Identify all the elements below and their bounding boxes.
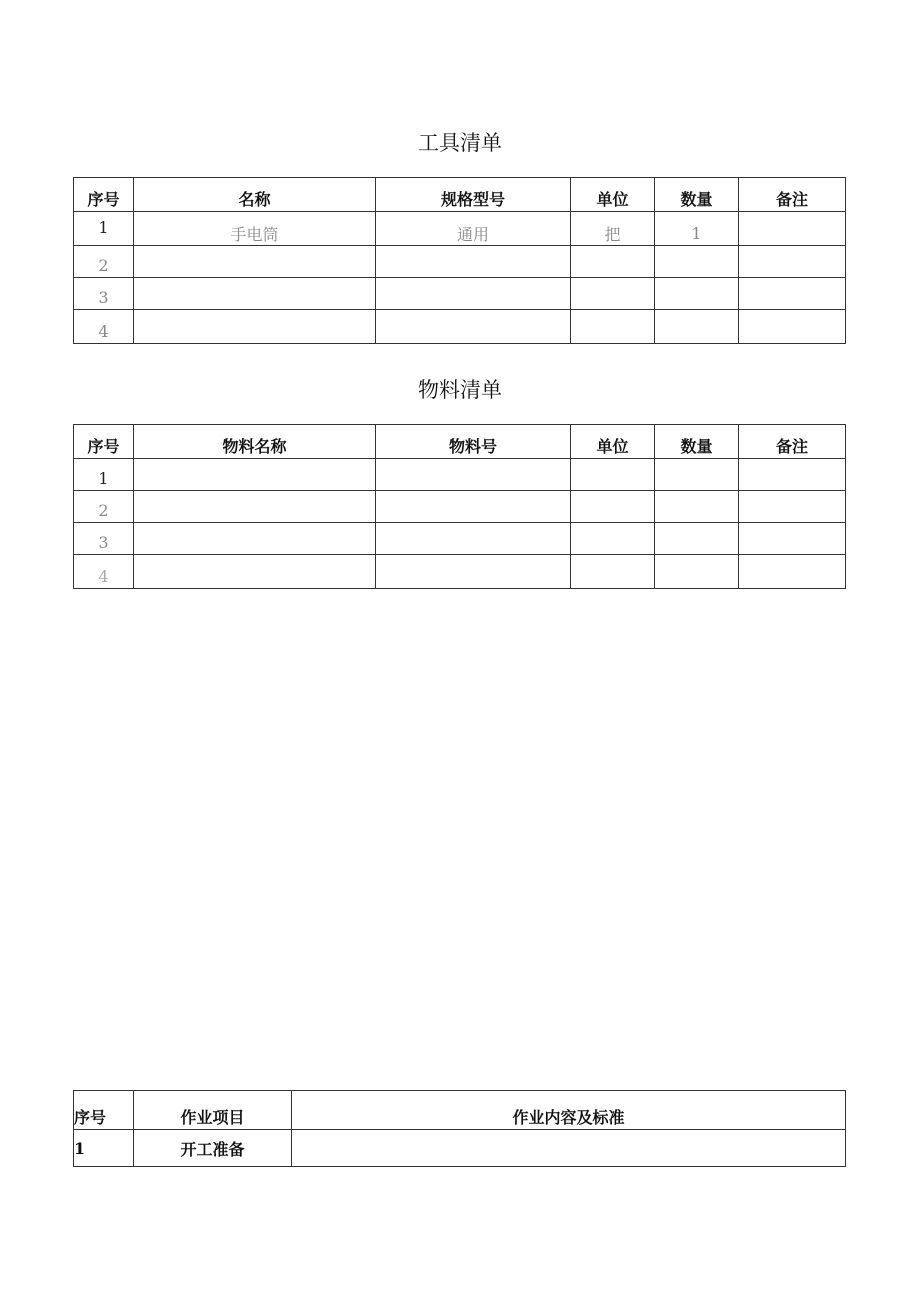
- header-material-name: 物料名称: [134, 425, 376, 459]
- row-material-no: [376, 523, 571, 555]
- row-unit: [571, 523, 655, 555]
- header-qty: 数量: [655, 178, 739, 212]
- row-work-content: [292, 1130, 846, 1167]
- materials-table: [73, 424, 846, 589]
- row-name: [134, 278, 376, 310]
- row-spec: [376, 310, 571, 344]
- row-note: [739, 278, 846, 310]
- row-qty: [655, 555, 739, 589]
- header-name: 名称: [134, 178, 376, 212]
- row-unit: 把: [571, 212, 655, 246]
- header-material-no: 物料号: [376, 425, 571, 459]
- row-unit: [571, 310, 655, 344]
- header-unit: 单位: [571, 425, 655, 459]
- row-material-no: [376, 459, 571, 491]
- row-qty: [655, 491, 739, 523]
- row-seq: 2: [74, 246, 134, 278]
- row-note: [739, 491, 846, 523]
- table-row: [74, 555, 846, 589]
- row-material-name: [134, 555, 376, 589]
- materials-header-row: [74, 425, 846, 459]
- row-name: [134, 310, 376, 344]
- row-note: [739, 212, 846, 246]
- row-material-name: [134, 491, 376, 523]
- row-work-item: 开工准备: [134, 1130, 292, 1167]
- table-row: [74, 1130, 846, 1167]
- table-row: [74, 246, 846, 278]
- row-seq: 3: [74, 278, 134, 310]
- table-row: [74, 523, 846, 555]
- row-unit: [571, 246, 655, 278]
- row-material-name: [134, 523, 376, 555]
- table-row: [74, 459, 846, 491]
- header-seq: 序号: [74, 178, 134, 212]
- row-unit: [571, 459, 655, 491]
- row-qty: [655, 246, 739, 278]
- row-qty: [655, 310, 739, 344]
- header-note: 备注: [739, 178, 846, 212]
- table-row: [74, 310, 846, 344]
- header-qty: 数量: [655, 425, 739, 459]
- table-row: [74, 212, 846, 246]
- work-header-row: [74, 1091, 846, 1130]
- row-unit: [571, 491, 655, 523]
- row-spec: 通用: [376, 212, 571, 246]
- header-spec: 规格型号: [376, 178, 571, 212]
- row-spec: [376, 278, 571, 310]
- header-work-content: 作业内容及标准: [292, 1091, 846, 1130]
- row-seq: 2: [74, 491, 134, 523]
- row-unit: [571, 278, 655, 310]
- row-material-no: [376, 555, 571, 589]
- row-note: [739, 555, 846, 589]
- header-note: 备注: [739, 425, 846, 459]
- row-qty: [655, 459, 739, 491]
- row-qty: [655, 523, 739, 555]
- tools-table: [73, 177, 846, 344]
- row-seq: 1: [74, 212, 134, 246]
- row-seq: 1: [74, 459, 134, 491]
- row-material-name: [134, 459, 376, 491]
- tools-title: 工具清单: [418, 131, 502, 155]
- row-seq: 4: [74, 555, 134, 589]
- row-note: [739, 523, 846, 555]
- row-seq: 3: [74, 523, 134, 555]
- header-unit: 单位: [571, 178, 655, 212]
- row-note: [739, 310, 846, 344]
- row-note: [739, 459, 846, 491]
- row-material-no: [376, 491, 571, 523]
- tools-header-row: [74, 178, 846, 212]
- row-name: [134, 246, 376, 278]
- row-seq: 4: [74, 310, 134, 344]
- table-row: [74, 491, 846, 523]
- row-qty: 1: [655, 212, 739, 246]
- header-seq: 序号: [74, 1091, 134, 1130]
- row-qty: [655, 278, 739, 310]
- table-row: [74, 278, 846, 310]
- row-note: [739, 246, 846, 278]
- work-table: [73, 1090, 846, 1167]
- row-unit: [571, 555, 655, 589]
- materials-title: 物料清单: [418, 378, 502, 402]
- row-spec: [376, 246, 571, 278]
- row-name: 手电筒: [134, 212, 376, 246]
- header-seq: 序号: [74, 425, 134, 459]
- header-work-item: 作业项目: [134, 1091, 292, 1130]
- row-seq: 1: [74, 1130, 134, 1167]
